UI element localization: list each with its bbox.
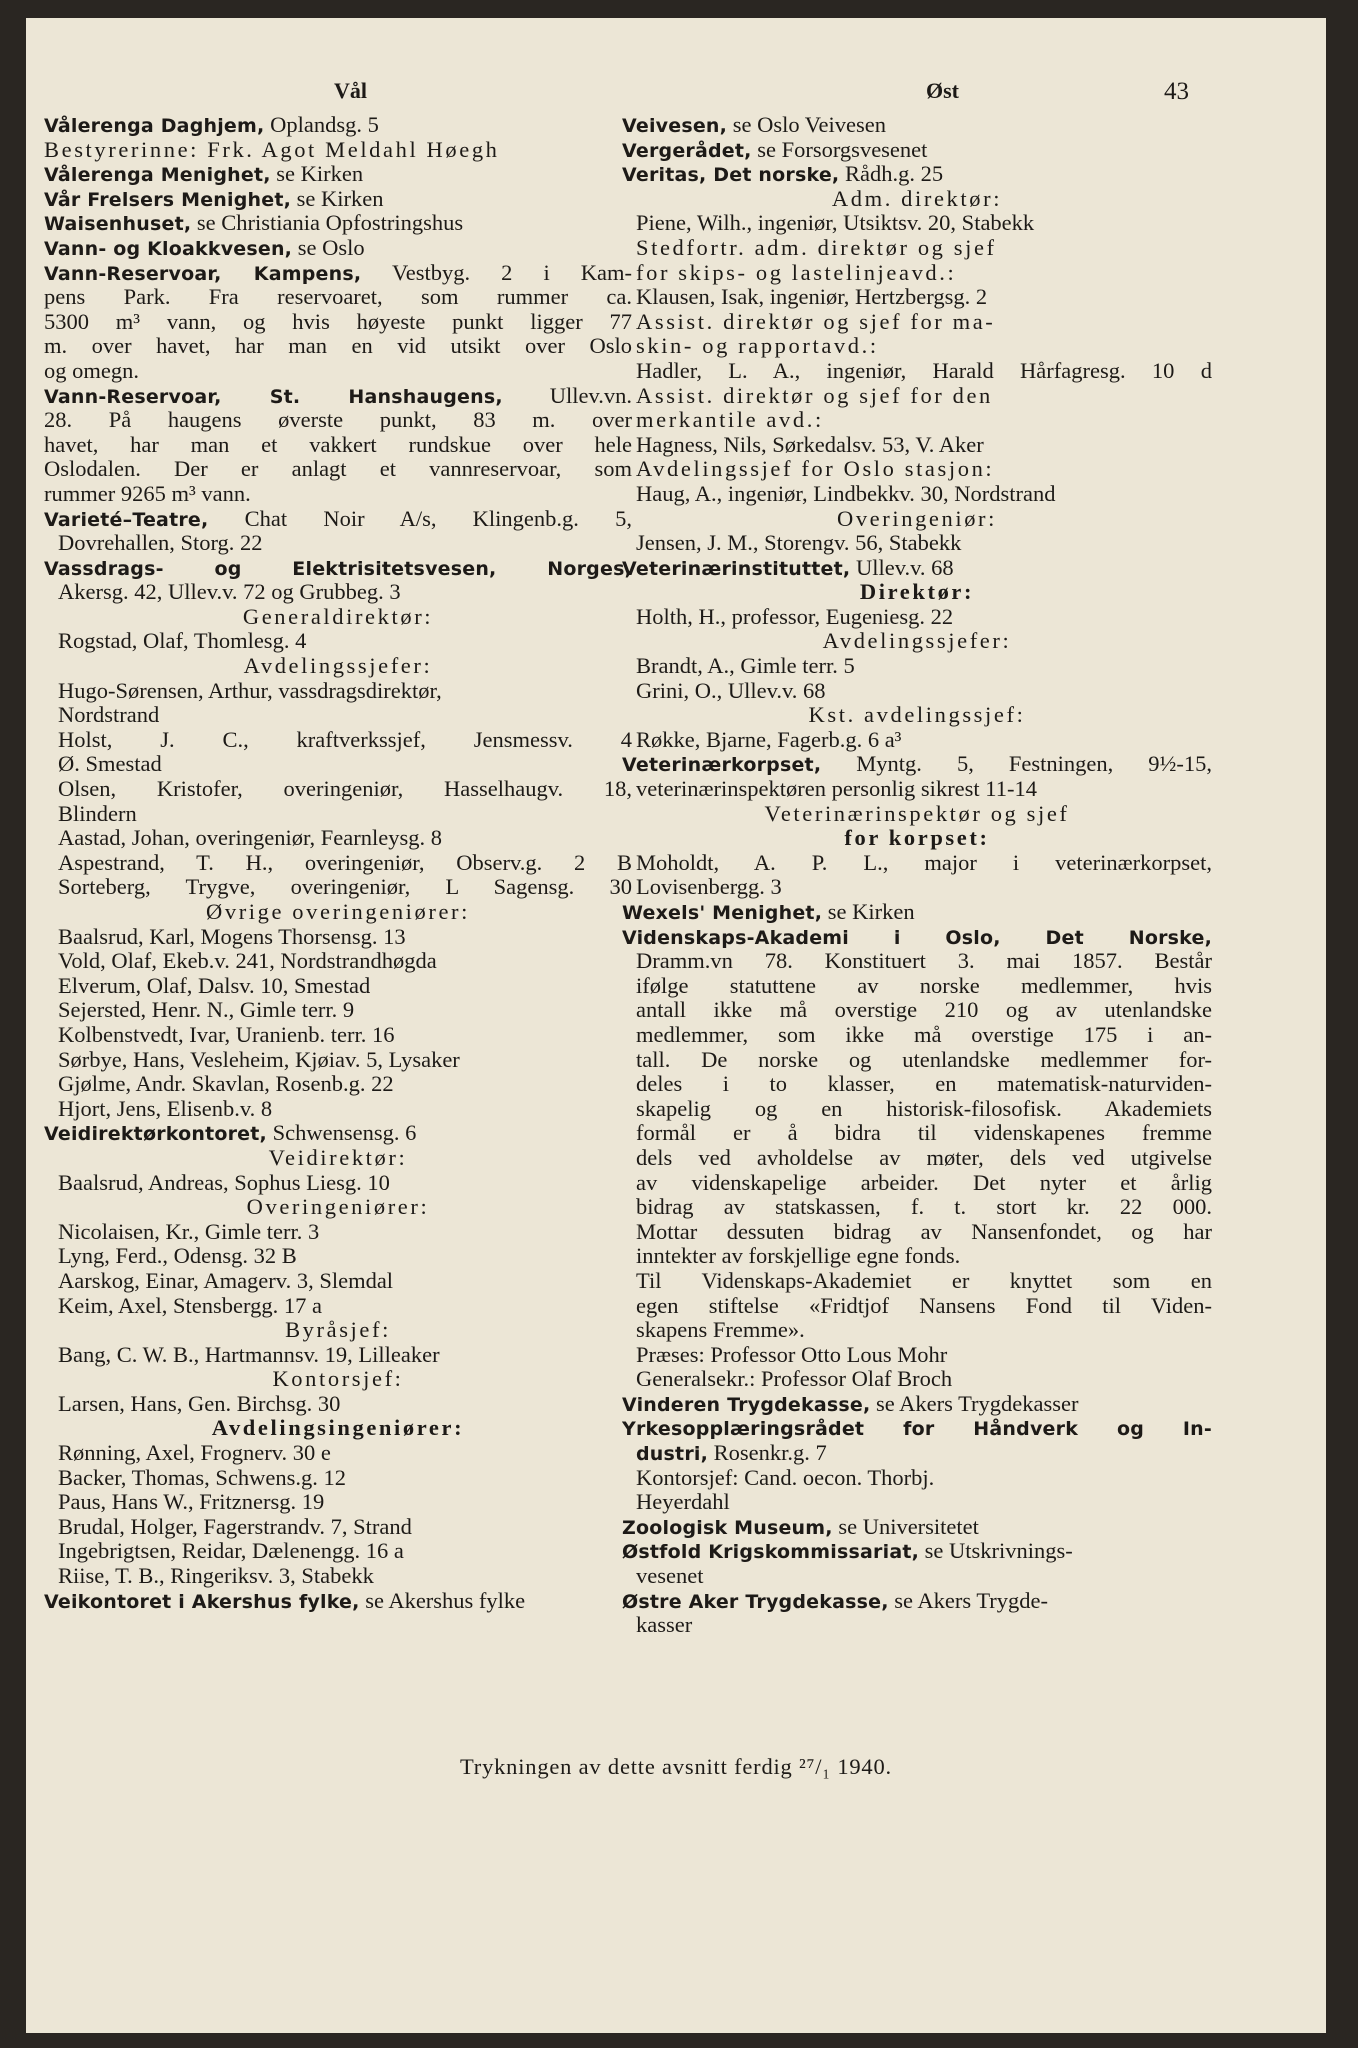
entry-line [44,113,632,138]
entry-line [44,162,632,187]
entry-text: Brudal, Holger, Fagerstrandv. 7, Strand [58,1514,412,1539]
entry-text: kasser [636,1613,693,1638]
entry-text: Øvrige overingeniører: [206,900,470,924]
entry-line [622,162,1212,187]
entry-text: vesenet [636,1564,704,1589]
entry-text: Akersg. 42, Ullev.v. 72 og Grubbeg. 3 [58,580,401,605]
text-line [622,1367,1212,1392]
text-line [622,334,1212,359]
entry-line [44,507,632,532]
entry-text: se Forsorgsvesenet [751,137,928,162]
entry-heading: Zoologisk Museum, [622,1516,833,1539]
text-line [622,1097,1212,1122]
entry-text: Rådh.g. 25 [839,162,944,187]
entry-text: Rosenkr.g. 7 [708,1441,827,1466]
text-line [622,1244,1212,1269]
text-line [44,1564,632,1589]
text-line [44,310,632,335]
entry-text: ifølge statuttene av norske medlemmer, hvis [636,973,1212,998]
entry-text: merkantile avd.: [636,408,824,433]
entry-line [622,900,1212,925]
text-line [44,1294,632,1319]
entry-text: Larsen, Hans, Gen. Birchsg. 30 [58,1391,341,1416]
entry-line [622,752,1212,777]
entry-text: se Kirken [291,186,384,211]
entry-heading: Vann-Reservoar, St. Hanshaugens, [44,385,503,408]
text-line [622,1023,1212,1048]
entry-text: Lyng, Ferd., Odensg. 32 B [58,1244,297,1269]
entry-text: Piene, Wilh., ingeniør, Utsiktsv. 20, Stabekk [636,211,1035,236]
entry-text: Bestyrerinne: Frk. Agot Meldahl Høegh [44,137,500,162]
entry-heading: Veterinærkorpset, [622,754,822,777]
entry-text: tall. De norske og utenlandske medlemmer for- [636,1047,1212,1072]
entry-text: pens Park. Fra reservoaret, som rummer ca. [44,285,632,310]
text-line [622,998,1212,1023]
text-line [622,1121,1212,1146]
entry-text: Direktør: [859,580,975,605]
text-line [622,1318,1212,1343]
text-line [44,482,632,507]
text-line [44,1171,632,1196]
entry-line [44,211,632,236]
text-line [44,359,632,384]
text-line [44,703,632,728]
text-line [44,1072,632,1097]
left-column [44,113,632,1613]
entry-text: Til Videnskaps-Akademiet er knyttet som en [636,1268,1212,1293]
entry-text: Mottar dessuten bidrag av Nansenfondet, og har [636,1219,1212,1244]
entry-heading: Videnskaps-Akademi i Oslo, Det Norske, [622,926,1212,949]
text-line [44,998,632,1023]
entry-text: Backer, Thomas, Schwens.g. 12 [58,1465,347,1490]
entry-text: Gjølme, Andr. Skavlan, Rosenb.g. 22 [58,1072,394,1097]
text-line [622,1220,1212,1245]
entry-text: rummer 9265 m³ vann. [44,481,251,506]
entry-text: Hjort, Jens, Elisenb.v. 8 [58,1096,273,1121]
entry-text: Lovisenbergg. 3 [636,875,782,900]
entry-text: Veidirektør: [268,1145,408,1170]
entry-text: 28. På haugens øverste punkt, 83 m. over [44,408,632,433]
text-line [622,1343,1212,1368]
text-line [44,1466,632,1491]
running-head-left: Vål [334,78,367,103]
text-line [622,1490,1212,1515]
entry-text: Avdelingssjefer: [243,654,433,679]
entry-text: inntekter av forskjellige egne fonds. [636,1244,961,1269]
entry-text: skapelig og en historisk-filosofisk. Akademiets [636,1096,1212,1121]
entry-heading: Veivesen, [622,115,728,137]
entry-line [622,925,1212,950]
entry-text: Vestbyg. 2 i Kam- [361,260,632,285]
text-line [622,703,1212,728]
entry-text: Stedfortr. adm. direktør og sjef [636,235,997,260]
text-line [44,457,632,482]
text-line [44,925,632,950]
text-line [622,1613,1212,1638]
entry-text: Jensen, J. M., Storengv. 56, Stabekk [636,531,962,556]
entry-text: se Kirken [270,162,364,187]
entry-text: Avdelingssjef for Oslo stasjon: [636,457,995,482]
text-line [44,1392,632,1417]
entry-text: Veterinærinspektør og sjef [764,801,1070,826]
text-line [44,1269,632,1294]
text-line [622,1564,1212,1589]
entry-text: Assist. direktør og sjef for ma- [636,309,996,334]
entry-line [622,1589,1212,1614]
entry-text: Hagness, Nils, Sørkedalsv. 53, V. Aker [636,432,984,457]
entry-text: Adm. direktør: [831,186,1003,211]
text-line [44,1343,632,1368]
text-line [622,285,1212,310]
entry-text: Dovrehallen, Storg. 22 [58,531,263,556]
text-line [622,580,1212,605]
text-line [44,802,632,827]
entry-text: antall ikke må overstige 210 og av utenlandske [636,998,1212,1023]
entry-text: Rogstad, Olaf, Thomlesg. 4 [58,629,307,654]
entry-text: 5300 m³ vann, og hvis høyeste punkt ligger 77 [44,309,632,334]
text-line [44,605,632,630]
entry-line [44,384,632,409]
entry-heading: dustri, [636,1443,709,1466]
text-line [44,334,632,359]
text-line [622,875,1212,900]
text-line [44,1318,632,1343]
text-line [44,629,632,654]
entry-line [622,1416,1212,1441]
entry-text: dels ved avholdelse av møter, dels ved utgivelse [636,1145,1212,1170]
entry-line [44,236,632,261]
running-head-right: Øst [926,78,959,103]
text-line [622,408,1212,433]
text-line [622,826,1212,851]
text-line [622,433,1212,458]
entry-text: Røkke, Bjarne, Fagerb.g. 6 a³ [636,727,902,752]
entry-text: Holth, H., professor, Eugeniesg. 22 [636,604,954,629]
entry-text: for skips- og lastelinjeavd.: [636,260,957,285]
entry-heading: Veikontoret i Akershus fylke, [44,1590,360,1613]
text-line [622,1048,1212,1073]
entry-line [622,556,1212,581]
text-line [622,1072,1212,1097]
text-line [44,1416,632,1441]
entry-text: formål er å bidra til videnskapenes fremme [636,1121,1212,1146]
entry-text: Grini, O., Ullev.v. 68 [636,678,826,703]
entry-heading: Vinderen Trygdekasse, [622,1393,871,1416]
entry-text: skapens Fremme». [636,1318,805,1343]
entry-heading: Vålerenga Menighet, [44,164,271,187]
text-line [622,236,1212,261]
entry-text: Nicolaisen, Kr., Gimle terr. 3 [58,1219,320,1244]
entry-text: se Kirken [822,900,915,924]
entry-text: Haug, A., ingeniør, Lindbekkv. 30, Nordstrand [636,481,1056,506]
entry-text: Vold, Olaf, Ekeb.v. 241, Nordstrandhøgda [58,949,437,974]
entry-text: Rønning, Axel, Frognerv. 30 e [58,1441,331,1466]
entry-text: Klausen, Isak, ingeniør, Hertzbergsg. 2 [636,285,988,310]
entry-text: Dramm.vn 78. Konstituert 3. mai 1857. Består [636,949,1212,974]
page-number: 43 [1164,78,1189,105]
entry-text: Oplandsg. 5 [264,113,379,137]
text-line [44,777,632,802]
entry-text: se Oslo Veivesen [727,113,887,137]
entry-line [622,1392,1212,1417]
text-line [44,580,632,605]
text-line [622,482,1212,507]
entry-text: m. over havet, har man en vid utsikt over Oslo [44,334,632,359]
entry-line [44,556,632,581]
entry-line [622,113,1212,138]
text-line [44,433,632,458]
text-line [622,1171,1212,1196]
text-line [44,679,632,704]
entry-text: Ullev.vn. [502,383,632,408]
text-line [44,1048,632,1073]
entry-text: Kontorsjef: Cand. oecon. Thorbj. [636,1465,935,1490]
text-line [622,605,1212,630]
entry-text: Generalsekr.: Professor Olaf Broch [636,1367,953,1392]
text-line [622,384,1212,409]
text-line [622,1294,1212,1319]
text-line [44,1441,632,1466]
entry-text: Overingeniør: [836,506,997,531]
text-line [44,1220,632,1245]
text-line [44,974,632,999]
text-line [622,851,1212,876]
text-line [622,531,1212,556]
text-line [622,187,1212,212]
text-line [622,507,1212,532]
entry-text: Elverum, Olaf, Dalsv. 10, Smestad [58,973,371,998]
entry-text: Avdelingssjefer: [822,629,1012,654]
entry-text: Sejersted, Henr. N., Gimle terr. 9 [58,998,355,1023]
entry-text: Aspestrand, T. H., overingeniør, Observ.g. 2 B [58,850,632,875]
entry-line [622,1441,1212,1466]
entry-heading: Østre Aker Trygdekasse, [622,1590,889,1613]
entry-heading: Vann- og Kloakkvesen, [44,237,293,260]
text-line [622,359,1212,384]
entry-text: Byråsjef: [285,1318,391,1343]
entry-text: Paus, Hans W., Fritznersg. 19 [58,1490,325,1515]
entry-line [622,138,1212,163]
text-line [44,654,632,679]
entry-text: Overingeniører: [246,1195,430,1220]
entry-text: Hugo-Sørensen, Arthur, vassdragsdirektør, [58,678,442,703]
entry-heading: Veritas, Det norske, [622,164,840,187]
text-line [622,310,1212,335]
entry-text: se Christiania Opfostringshus [191,211,464,236]
entry-text: Moholdt, A. P. L., major i veterinærkorpset, [636,850,1212,875]
text-line [44,728,632,753]
text-line [622,777,1212,802]
right-column [622,113,1212,1638]
text-line [622,949,1212,974]
entry-text: Olsen, Kristofer, overingeniør, Hasselhaugv. 18, [58,777,632,802]
entry-text: se Utskrivnings- [919,1539,1073,1564]
entry-text: Kontorsjef: [272,1367,404,1392]
text-line [622,1146,1212,1171]
text-line [44,1146,632,1171]
text-line [44,531,632,556]
text-line [44,1515,632,1540]
entry-text: Aastad, Johan, overingeniør, Fearnleysg. 8 [58,826,443,851]
entry-text: Kst. avdelingssjef: [808,703,1026,728]
entry-text: havet, har man et vakkert rundskue over hele [44,432,632,457]
entry-text: Baalsrud, Andreas, Sophus Liesg. 10 [58,1170,390,1195]
entry-text: se Akers Trygdekasser [870,1391,1079,1416]
entry-heading: Vålerenga Daghjem, [44,115,265,137]
entry-heading: Veidirektørkontoret, [44,1123,267,1146]
entry-heading: Vann-Reservoar, Kampens, [44,262,362,285]
text-line [622,974,1212,999]
text-line [622,728,1212,753]
entry-text: Præses: Professor Otto Lous Mohr [636,1342,948,1367]
printing-note: Trykningen av dette avsnitt ferdig ²⁷/₁ 1940. [460,1754,892,1779]
entry-heading: Vergerådet, [622,139,752,162]
entry-heading: Waisenhuset, [44,213,192,236]
text-line [44,408,632,433]
entry-text: Nordstrand [58,703,160,728]
text-line [44,752,632,777]
entry-heading: Vår Frelsers Menighet, [44,188,292,211]
text-line [622,802,1212,827]
text-line [622,1195,1212,1220]
entry-text: Heyerdahl [636,1490,730,1515]
entry-text: Riise, T. B., Ringeriksv. 3, Stabekk [58,1564,374,1589]
text-line [44,900,632,925]
text-line [44,875,632,900]
text-line [622,1269,1212,1294]
text-line [44,826,632,851]
entry-text: egen stiftelse «Fridtjof Nansens Fond til Viden- [636,1293,1212,1318]
entry-heading: Østfold Krigskommissariat, [622,1541,920,1564]
entry-text: Brandt, A., Gimle terr. 5 [636,654,855,679]
entry-line [44,1121,632,1146]
text-line [44,1195,632,1220]
entry-text: Keim, Axel, Stensbergg. 17 a [58,1293,322,1318]
text-line [44,1367,632,1392]
entry-heading: Varieté–Teatre, [44,508,209,531]
text-line [622,211,1212,236]
entry-text: se Akers Trygde- [888,1588,1049,1613]
text-line [44,851,632,876]
entry-text: se Oslo [292,235,365,260]
text-line [622,654,1212,679]
entry-text: deles i to klasser, en matematisk-naturviden- [636,1072,1212,1097]
entry-text: Myntg. 5, Festningen, 9½-15, [821,752,1212,777]
text-line [44,1539,632,1564]
entry-text: Assist. direktør og sjef for den [636,383,993,408]
text-line [44,1244,632,1269]
entry-line [44,187,632,212]
entry-heading: Wexels' Menighet, [622,902,823,924]
entry-text: av videnskapelige arbeider. Det nyter et årlig [636,1170,1212,1195]
entry-line [622,1539,1212,1564]
entry-text: og omegn. [44,358,139,383]
entry-text: Generaldirektør: [242,604,434,629]
entry-heading: Veterinærinstituttet, [622,557,851,580]
entry-text: Sorteberg, Trygve, overingeniør, L Sagensg. 30 [58,875,632,900]
entry-line [622,1515,1212,1540]
entry-line [44,1589,632,1614]
text-line [44,285,632,310]
entry-text: Bang, C. W. B., Hartmannsv. 19, Lilleaker [58,1342,440,1367]
directory-page [26,18,1326,2033]
entry-text: veterinærinspektøren personlig sikrest 11-14 [636,777,1037,802]
entry-text: se Akershus fylke [359,1588,526,1613]
entry-text: Sørbye, Hans, Vesleheim, Kjøiav. 5, Lysaker [58,1047,460,1072]
entry-text: bidrag av statskassen, f. t. stort kr. 22 000. [636,1195,1212,1220]
entry-line [44,261,632,286]
text-line [44,1023,632,1048]
text-line [622,261,1212,286]
entry-text: for korpset: [844,826,990,851]
entry-text: skin- og rapportavd.: [636,334,879,359]
entry-text: Avdelingsingeniører: [211,1416,465,1441]
text-line [44,1097,632,1122]
entry-text: Holst, J. C., kraftverkssjef, Jensmessv. 4 [58,727,632,752]
entry-text: Ullev.v. 68 [850,555,954,580]
entry-text: Ingebrigtsen, Reidar, Dælenengg. 16 a [58,1539,404,1564]
text-line [622,457,1212,482]
entry-text: Aarskog, Einar, Amagerv. 3, Slemdal [58,1268,394,1293]
entry-text: se Universitetet [832,1514,979,1539]
text-line [44,1490,632,1515]
entry-heading: Vassdrags- og Elektrisitetsvesen, Norges, [44,557,632,580]
entry-text: Hadler, L. A., ingeniør, Harald Hårfagresg. 10 d [636,358,1212,383]
text-line [44,138,632,163]
entry-text: Baalsrud, Karl, Mogens Thorsensg. 13 [58,924,406,949]
text-line [622,629,1212,654]
entry-text: medlemmer, som ikke må overstige 175 i an- [636,1022,1212,1047]
entry-text: Chat Noir A/s, Klingenb.g. 5, [208,506,632,531]
text-line [622,1466,1212,1491]
entry-heading: Yrkesopplæringsrådet for Håndverk og In- [622,1418,1212,1441]
entry-text: Kolbenstvedt, Ivar, Uranienb. terr. 16 [58,1022,395,1047]
entry-text: Schwensensg. 6 [266,1121,417,1146]
text-line [622,679,1212,704]
entry-text: Oslodalen. Der er anlagt et vannreservoar, som [44,457,632,482]
entry-text: Blindern [58,801,137,826]
entry-text: Ø. Smestad [58,752,162,777]
text-line [44,949,632,974]
